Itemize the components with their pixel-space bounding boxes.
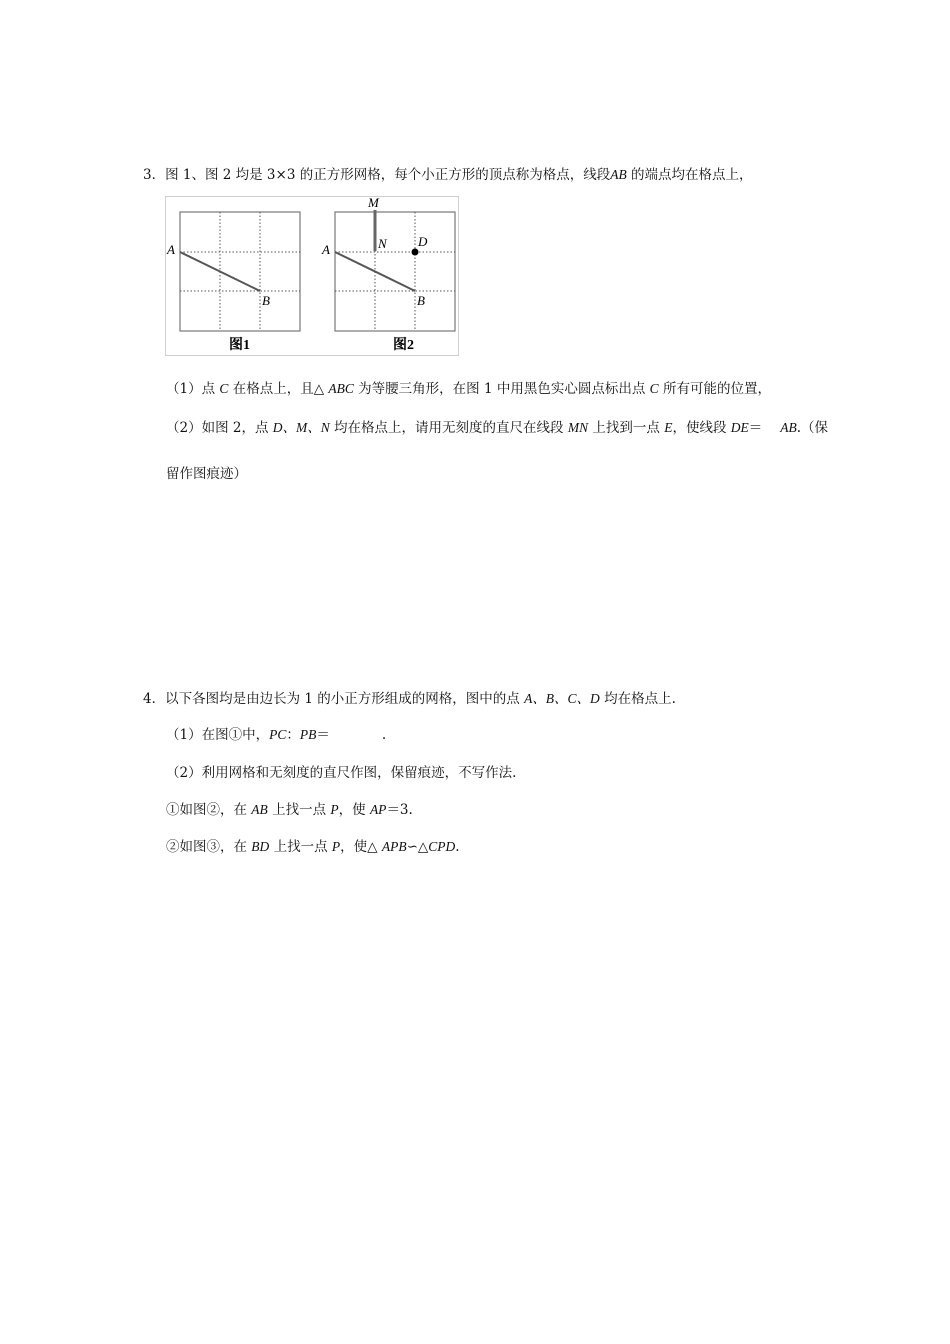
label-a-fig2: A	[322, 242, 330, 257]
figure-2-caption: 图2	[393, 338, 414, 353]
label-b-fig2: B	[417, 293, 425, 308]
q3-stem: 3．图 1、图 2 均是 3×3 的正方形网格，每个小正方形的顶点称为格点，线段AB 的端点均在格点上，	[143, 167, 753, 183]
label-d: D	[418, 234, 428, 249]
q4-part-1: （1）在图①中，PC：PB＝ .	[166, 727, 387, 743]
q4-part-2: （2）利用网格和无刻度的直尺作图，保留痕迹，不写作法.	[166, 765, 517, 781]
label-a-fig1: A	[167, 242, 175, 257]
label-n: N	[378, 236, 387, 251]
label-b-fig1: B	[262, 293, 270, 308]
q4-number: 4．	[143, 691, 166, 707]
q3-part-1: （1）点 C 在格点上，且△ ABC 为等腰三角形，在图 1 中用黑色实心圆点标出点 C 所有可能的位置，	[166, 381, 771, 397]
point-d	[412, 249, 419, 256]
q3-part-2-cont: 留作图痕迹）	[166, 466, 247, 482]
q4-sub-2: ②如图③，在 BD 上找一点 P，使△ APB∽△CPD.	[166, 839, 460, 855]
figure-1-caption: 图1	[229, 338, 250, 353]
label-m: M	[368, 196, 379, 210]
grid-figure	[165, 196, 459, 356]
q4-sub-1: ①如图②，在 AB 上找一点 P，使 AP＝3.	[166, 802, 413, 818]
q3-number: 3．	[143, 167, 166, 183]
q4-stem: 4．以下各图均是由边长为 1 的小正方形组成的网格，图中的点 A、B、C、D 均在格点上.	[143, 691, 676, 707]
q3-part-2: （2）如图 2，点 D、M、N 均在格点上，请用无刻度的直尺在线段 MN 上找到一点 E，使线段 DE＝ AB.（保	[166, 420, 829, 436]
